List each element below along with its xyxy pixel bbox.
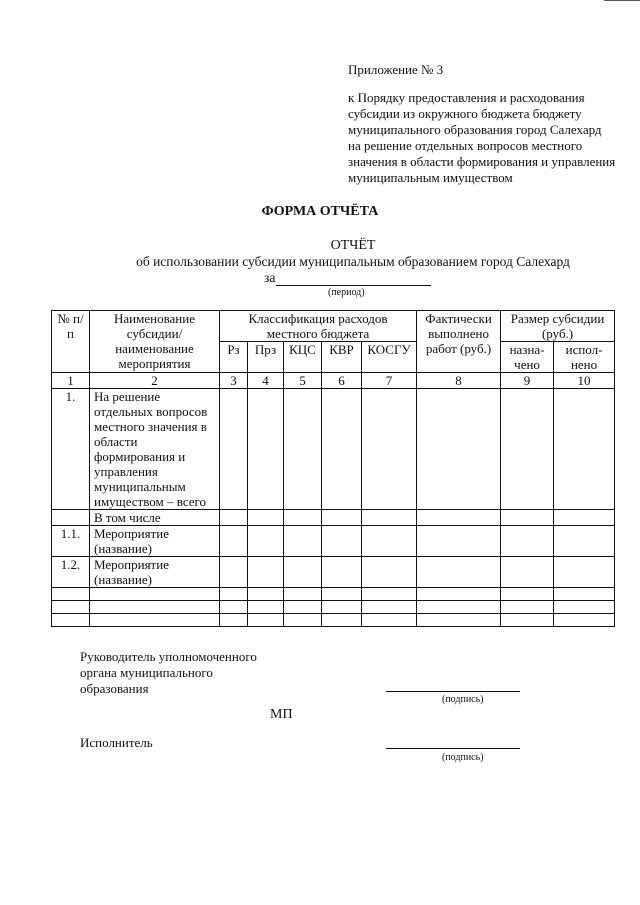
table-cell <box>322 526 362 557</box>
table-cell <box>284 614 322 627</box>
table-cell <box>417 510 501 526</box>
table-cell <box>284 588 322 601</box>
appendix-line: к Порядку предоставления и расходования <box>348 90 585 105</box>
appendix-number: Приложение № 3 <box>348 62 444 77</box>
table-cell <box>554 526 615 557</box>
report-table <box>51 310 615 627</box>
table-cell <box>322 389 362 510</box>
corner-mark <box>604 0 640 1</box>
row-name <box>90 588 220 601</box>
table-cell <box>248 510 284 526</box>
header-classification: Классификация расходов местного бюджета <box>220 311 417 342</box>
appendix-block <box>348 62 628 186</box>
table-cell <box>501 526 554 557</box>
header-num: № п/п <box>52 311 90 373</box>
table-cell <box>417 526 501 557</box>
table-cell <box>322 601 362 614</box>
form-title: ФОРМА ОТЧЁТА <box>261 204 379 219</box>
table-cell <box>417 601 501 614</box>
table-row <box>52 526 615 557</box>
column-number: 10 <box>554 373 615 389</box>
table-cell <box>220 389 248 510</box>
table-cell <box>248 601 284 614</box>
column-number: 3 <box>220 373 248 389</box>
table-cell <box>220 614 248 627</box>
period-underline <box>276 285 431 286</box>
header-assigned: назна- чено <box>501 342 554 373</box>
table-cell <box>284 557 322 588</box>
appendix-line: муниципального образования город Салехард <box>348 122 602 137</box>
table-cell <box>417 614 501 627</box>
report-subtitle: об использовании субсидии муниципальным образованием город Салехард <box>136 254 570 269</box>
table-cell <box>554 510 615 526</box>
column-number: 9 <box>501 373 554 389</box>
period-field <box>264 270 444 286</box>
column-number: 4 <box>248 373 284 389</box>
header-executed: испол- нено <box>554 342 615 373</box>
table-cell <box>417 588 501 601</box>
head-signature-caption: (подпись) <box>442 694 484 705</box>
table-cell <box>554 614 615 627</box>
table-cell <box>554 389 615 510</box>
table-cell <box>362 557 417 588</box>
row-name: В том числе <box>90 510 220 526</box>
table-cell <box>248 557 284 588</box>
executor-label: Исполнитель <box>80 735 153 750</box>
row-num: 1. <box>52 389 90 510</box>
header-actual: Фактически выполнено работ (руб.) <box>417 311 501 373</box>
executor-signature-line <box>386 748 520 749</box>
period-caption: (период) <box>328 287 365 298</box>
stamp-place: МП <box>270 707 293 722</box>
header-rz: Рз <box>220 342 248 373</box>
table-cell <box>322 588 362 601</box>
table-cell <box>501 614 554 627</box>
row-num: 1.2. <box>52 557 90 588</box>
appendix-line: значения в области формирования и управления <box>348 154 616 169</box>
table-cell <box>284 389 322 510</box>
row-num <box>52 510 90 526</box>
table-row <box>52 557 615 588</box>
table-cell <box>284 526 322 557</box>
column-number: 1 <box>52 373 90 389</box>
column-number: 5 <box>284 373 322 389</box>
row-name <box>90 601 220 614</box>
table-row <box>52 601 615 614</box>
row-name: Мероприятие (название) <box>90 557 220 588</box>
table-cell <box>284 510 322 526</box>
table-cell <box>220 601 248 614</box>
table-cell <box>554 588 615 601</box>
table-cell <box>362 510 417 526</box>
table-cell <box>362 614 417 627</box>
header-subsidy: Размер субсидии (руб.) <box>501 311 615 342</box>
table-row <box>52 588 615 601</box>
table-cell <box>248 389 284 510</box>
table-cell <box>322 510 362 526</box>
report-title: ОТЧЁТ <box>330 238 376 253</box>
head-label-line: Руководитель уполномоченного <box>80 649 257 664</box>
table-cell <box>322 557 362 588</box>
column-number-row <box>52 373 615 389</box>
header-kosgu: КОСГУ <box>362 342 417 373</box>
table-cell <box>284 601 322 614</box>
appendix-line: муниципальным имуществом <box>348 170 513 185</box>
table-row <box>52 614 615 627</box>
table-cell <box>501 601 554 614</box>
table-cell <box>501 588 554 601</box>
table-cell <box>248 588 284 601</box>
row-name: На решение отдельных вопросов местного значения в области формирования и управления муниципальным имуществом – всего <box>90 389 220 510</box>
table-cell <box>220 588 248 601</box>
period-prefix: за <box>264 270 276 285</box>
header-name: Наименование субсидии/ наименование мероприятия <box>90 311 220 373</box>
table-cell <box>220 526 248 557</box>
table-row <box>52 510 615 526</box>
table-cell <box>501 557 554 588</box>
row-num <box>52 588 90 601</box>
row-name <box>90 614 220 627</box>
column-number: 2 <box>90 373 220 389</box>
header-prz: Прз <box>248 342 284 373</box>
table-cell <box>220 510 248 526</box>
column-number: 8 <box>417 373 501 389</box>
table-row <box>52 389 615 510</box>
header-row <box>52 311 615 342</box>
table-cell <box>322 614 362 627</box>
table-cell <box>362 389 417 510</box>
appendix-line: на решение отдельных вопросов местного <box>348 138 583 153</box>
head-signatory-label <box>80 649 257 697</box>
table-cell <box>501 389 554 510</box>
row-num <box>52 614 90 627</box>
column-number: 6 <box>322 373 362 389</box>
table-cell <box>501 510 554 526</box>
head-signature-line <box>386 691 520 692</box>
column-number: 7 <box>362 373 417 389</box>
header-kcs: КЦС <box>284 342 322 373</box>
table-cell <box>248 614 284 627</box>
appendix-line: субсидии из окружного бюджета бюджету <box>348 106 582 121</box>
table-cell <box>554 557 615 588</box>
row-num: 1.1. <box>52 526 90 557</box>
table-cell <box>362 588 417 601</box>
table-cell <box>362 601 417 614</box>
row-num <box>52 601 90 614</box>
head-label-line: органа муниципального <box>80 665 213 680</box>
table-cell <box>362 526 417 557</box>
row-name: Мероприятие (название) <box>90 526 220 557</box>
table-cell <box>248 526 284 557</box>
header-kvr: КВР <box>322 342 362 373</box>
executor-signature-caption: (подпись) <box>442 752 484 763</box>
table-cell <box>417 389 501 510</box>
table-cell <box>417 557 501 588</box>
table-cell <box>220 557 248 588</box>
table-cell <box>554 601 615 614</box>
head-label-line: образования <box>80 681 149 696</box>
